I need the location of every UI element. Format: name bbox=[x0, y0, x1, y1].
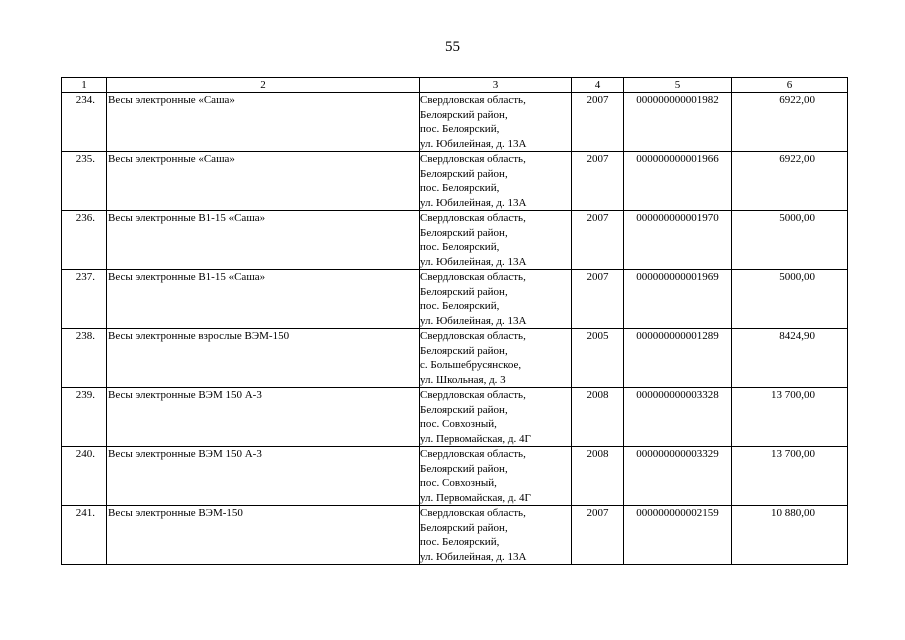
row-number-cell: 241. bbox=[62, 506, 107, 565]
item-name-cell: Весы электронные взрослые ВЭМ-150 bbox=[107, 329, 420, 388]
table-row bbox=[62, 447, 848, 506]
year-cell: 2007 bbox=[572, 211, 624, 270]
address-line: Белоярский район, bbox=[420, 167, 508, 180]
address-line: с. Большебрусянское, bbox=[420, 359, 522, 371]
cost-cell: 10 880,00 bbox=[732, 506, 848, 565]
address-line: ул. Первомайская, д. 4Г bbox=[420, 491, 531, 504]
inventory-number-cell: 000000000002159 bbox=[624, 506, 732, 565]
address-cell bbox=[420, 388, 572, 447]
inventory-number-cell: 000000000001966 bbox=[624, 152, 732, 211]
cost-cell: 13 700,00 bbox=[732, 447, 848, 506]
inventory-number-cell: 000000000001970 bbox=[624, 211, 732, 270]
address-line: ул. Школьная, д. 3 bbox=[420, 373, 506, 386]
cost-cell: 5000,00 bbox=[732, 211, 848, 270]
table-row bbox=[62, 506, 848, 565]
address-line: ул. Юбилейная, д. 13А bbox=[420, 137, 527, 150]
year-cell: 2005 bbox=[572, 329, 624, 388]
year-cell: 2007 bbox=[572, 270, 624, 329]
inventory-number-cell: 000000000001982 bbox=[624, 93, 732, 152]
item-name-cell: Весы электронные «Саша» bbox=[107, 93, 420, 152]
inventory-number-cell: 000000000001969 bbox=[624, 270, 732, 329]
row-number-cell: 234. bbox=[62, 93, 107, 152]
address-line: пос. Белоярский, bbox=[420, 182, 500, 194]
inventory-number-cell: 000000000003329 bbox=[624, 447, 732, 506]
column-header: 3 bbox=[420, 78, 572, 93]
cost-cell: 13 700,00 bbox=[732, 388, 848, 447]
address-line: Свердловская область, bbox=[420, 212, 526, 224]
address-line: пос. Белоярский, bbox=[420, 300, 500, 312]
address-line: пос. Белоярский, bbox=[420, 123, 500, 135]
item-name-cell: Весы электронные ВЭМ 150 А-3 bbox=[107, 447, 420, 506]
item-name-cell: Весы электронные В1-15 «Саша» bbox=[107, 270, 420, 329]
table-row bbox=[62, 329, 848, 388]
address-line: Свердловская область, bbox=[420, 448, 526, 460]
table-row bbox=[62, 93, 848, 152]
year-cell: 2007 bbox=[572, 152, 624, 211]
address-line: ул. Юбилейная, д. 13А bbox=[420, 314, 527, 327]
year-cell: 2008 bbox=[572, 388, 624, 447]
address-line: Свердловская область, bbox=[420, 507, 526, 519]
column-header: 2 bbox=[107, 78, 420, 93]
address-line: ул. Юбилейная, д. 13А bbox=[420, 196, 527, 209]
address-line: Белоярский район, bbox=[420, 226, 508, 239]
row-number-cell: 239. bbox=[62, 388, 107, 447]
row-number-cell: 235. bbox=[62, 152, 107, 211]
address-line: пос. Совхозный, bbox=[420, 418, 497, 430]
address-line: Белоярский район, bbox=[420, 462, 508, 475]
address-line: Свердловская область, bbox=[420, 271, 526, 283]
page-number: 55 bbox=[445, 39, 460, 55]
address-cell bbox=[420, 447, 572, 506]
address-cell bbox=[420, 506, 572, 565]
address-cell bbox=[420, 270, 572, 329]
cost-cell: 6922,00 bbox=[732, 93, 848, 152]
address-cell bbox=[420, 329, 572, 388]
address-line: Белоярский район, bbox=[420, 521, 508, 534]
address-line: Свердловская область, bbox=[420, 330, 526, 342]
table-row bbox=[62, 270, 848, 329]
column-header: 4 bbox=[572, 78, 624, 93]
cost-cell: 8424,90 bbox=[732, 329, 848, 388]
cost-cell: 6922,00 bbox=[732, 152, 848, 211]
table-row bbox=[62, 211, 848, 270]
address-cell bbox=[420, 93, 572, 152]
address-line: Белоярский район, bbox=[420, 108, 508, 121]
item-name-cell: Весы электронные ВЭМ 150 А-3 bbox=[107, 388, 420, 447]
inventory-number-cell: 000000000003328 bbox=[624, 388, 732, 447]
address-cell bbox=[420, 211, 572, 270]
column-header: 6 bbox=[732, 78, 848, 93]
row-number-cell: 238. bbox=[62, 329, 107, 388]
address-line: Свердловская область, bbox=[420, 389, 526, 401]
address-line: пос. Белоярский, bbox=[420, 241, 500, 253]
property-table bbox=[61, 77, 848, 565]
row-number-cell: 237. bbox=[62, 270, 107, 329]
item-name-cell: Весы электронные ВЭМ-150 bbox=[107, 506, 420, 565]
address-line: Свердловская область, bbox=[420, 153, 526, 165]
address-line: ул. Юбилейная, д. 13А bbox=[420, 550, 527, 563]
year-cell: 2007 bbox=[572, 93, 624, 152]
table-body bbox=[62, 93, 848, 565]
address-line: ул. Юбилейная, д. 13А bbox=[420, 255, 527, 268]
year-cell: 2008 bbox=[572, 447, 624, 506]
item-name-cell: Весы электронные «Саша» bbox=[107, 152, 420, 211]
column-header: 5 bbox=[624, 78, 732, 93]
address-line: Белоярский район, bbox=[420, 285, 508, 298]
cost-cell: 5000,00 bbox=[732, 270, 848, 329]
row-number-cell: 240. bbox=[62, 447, 107, 506]
address-line: пос. Совхозный, bbox=[420, 477, 497, 489]
table-row bbox=[62, 152, 848, 211]
address-line: Белоярский район, bbox=[420, 344, 508, 357]
address-cell bbox=[420, 152, 572, 211]
column-header: 1 bbox=[62, 78, 107, 93]
item-name-cell: Весы электронные В1-15 «Саша» bbox=[107, 211, 420, 270]
table-header-row bbox=[62, 78, 848, 93]
year-cell: 2007 bbox=[572, 506, 624, 565]
inventory-number-cell: 000000000001289 bbox=[624, 329, 732, 388]
row-number-cell: 236. bbox=[62, 211, 107, 270]
address-line: ул. Первомайская, д. 4Г bbox=[420, 432, 531, 445]
address-line: Свердловская область, bbox=[420, 94, 526, 106]
address-line: пос. Белоярский, bbox=[420, 536, 500, 548]
table-row bbox=[62, 388, 848, 447]
address-line: Белоярский район, bbox=[420, 403, 508, 416]
